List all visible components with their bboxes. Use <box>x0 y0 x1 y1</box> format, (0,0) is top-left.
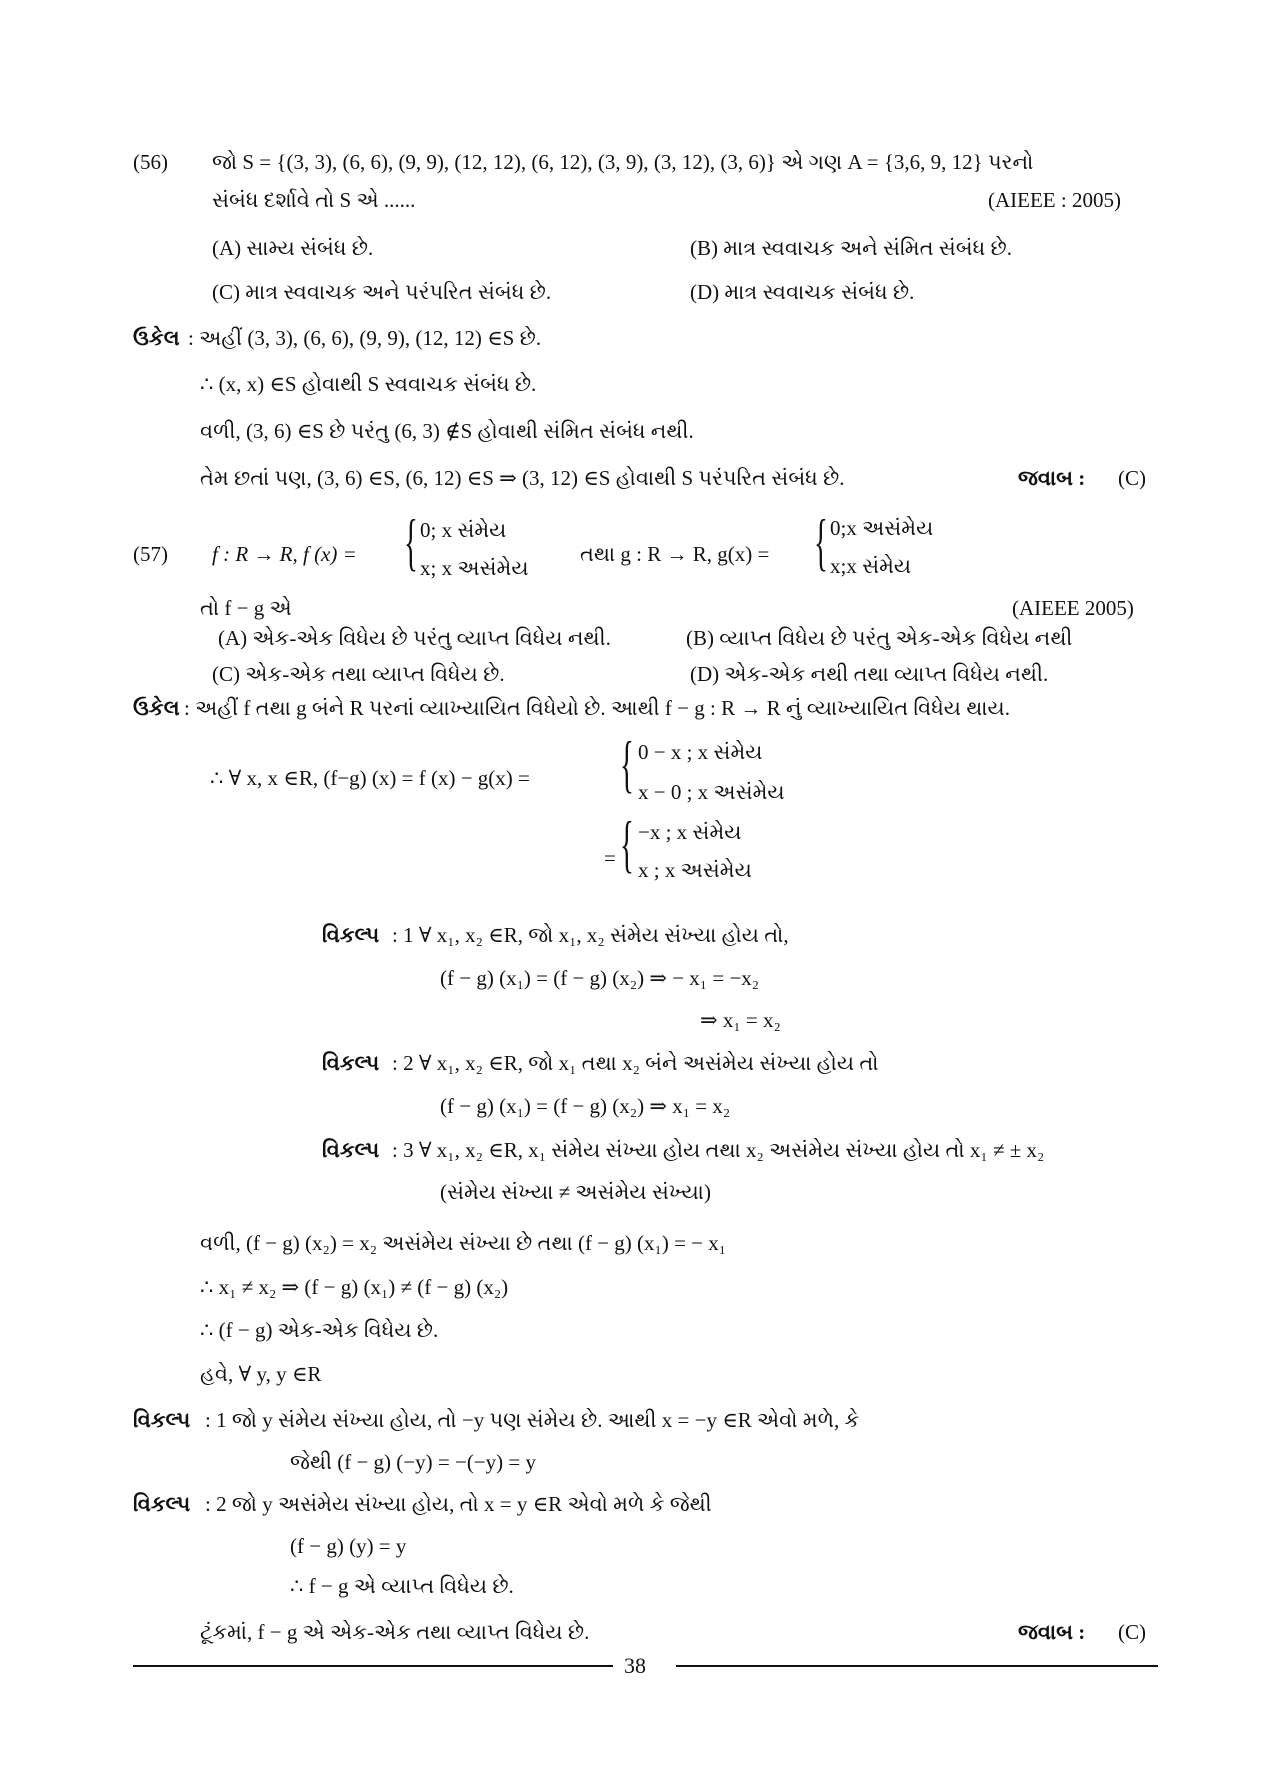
q56-solution-label: ઉકેલ <box>133 326 180 350</box>
q56-option-b: (B) માત્ર સ્વવાચક અને સંમિત સંબંધ છે. <box>690 236 1012 260</box>
difference-lhs: ∴ ∀ x, x ∈R, (f−g) (x) = f (x) − g(x) = <box>210 766 530 790</box>
difference2-case-1: −x ; x સંમેય <box>638 820 742 844</box>
g-brace: { <box>814 506 828 577</box>
moreover-line: વળી, (f − g) (x₂) = x₂ અસંમેય સંખ્યા છે તથા (f − g) (x₁) = − x₁ <box>200 1231 727 1255</box>
q57-answer-label: જવાબ : <box>1018 1620 1086 1644</box>
q56-source: (AIEEE : 2005) <box>988 188 1121 212</box>
q57-question: તો f − g એ <box>200 596 292 620</box>
case1-line3: ⇒ x₁ = x₂ <box>700 1008 781 1032</box>
footer-rule-left <box>133 1665 613 1667</box>
q57-g-definition: તથા g : R → R, g(x) = <box>580 542 770 566</box>
q56-option-c: (C) માત્ર સ્વવાચક અને પરંપરિત સંબંધ છે. <box>212 280 552 304</box>
case2-label: વિકલ્પ <box>322 1051 380 1075</box>
q56-solution-line2: ∴ (x, x) ∈S હોવાથી S સ્વવાચક સંબંધ છે. <box>200 372 537 396</box>
case1-heading: : 1 ∀ x₁, x₂ ∈R, જો x₁, x₂ સંમેય સંખ્યા હોય તો, <box>392 923 789 947</box>
summary-line: ટૂંકમાં, f − g એ એક-એક તથા વ્યાપ્ત વિધેય છે. <box>200 1620 590 1644</box>
now-line: હવે, ∀ y, y ∈R <box>200 1362 322 1386</box>
q56-answer: (C) <box>1118 466 1146 490</box>
q56-line1: જો S = {(3, 3), (6, 6), (9, 9), (12, 12), (6, 12), (3, 9), (3, 12), (3, 6)} એ ગણ A = {3,6, 9, 12} પરનો <box>212 150 1034 174</box>
option1-line2: જેથી (f − g) (−y) = −(−y) = y <box>290 1450 536 1474</box>
q56-solution-line1: : અહીં (3, 3), (6, 6), (9, 9), (12, 12) ∈S છે. <box>188 326 542 350</box>
q57-solution-line1: : અહીં f તથા g બંને R પરનાં વ્યાખ્યાયિત વિધેયો છે. આથી f − g : R → R નું વ્યાખ્યાયિત વિધેય થાય. <box>184 696 1010 720</box>
option2-heading: : 2 જો y અસંમેય સંખ્યા હોય, તો x = y ∈R એવો મળે કે જેથી <box>205 1492 712 1516</box>
difference-brace-2: { <box>620 808 634 879</box>
q57-option-b: (B) વ્યાપ્ત વિધેય છે પરંતુ એક-એક વિધેય નથી <box>686 626 1073 650</box>
therefore-line-2: ∴ (f − g) એક-એક વિધેય છે. <box>200 1318 439 1342</box>
q56-solution-line3: વળી, (3, 6) ∈S છે પરંતુ (6, 3) ∉S હોવાથી સંમિત સંબંધ નથી. <box>200 419 694 443</box>
f-case-2: x; x અસંમેય <box>420 556 529 580</box>
case3-label: વિકલ્પ <box>322 1138 380 1162</box>
option2-line2: (f − g) (y) = y <box>290 1534 407 1558</box>
q57-answer: (C) <box>1118 1620 1146 1644</box>
option1-label: વિકલ્પ <box>133 1408 191 1432</box>
q57-option-c: (C) એક-એક તથા વ્યાપ્ત વિધેય છે. <box>212 662 505 686</box>
difference-case-2: x − 0 ; x અસંમેય <box>638 780 785 804</box>
case2-heading: : 2 ∀ x₁, x₂ ∈R, જો x₁ તથા x₂ બંને અસંમેય સંખ્યા હોય તો <box>392 1051 879 1075</box>
q57-solution-label: ઉકેલ <box>133 696 180 720</box>
g-case-2: x;x સંમેય <box>830 554 912 578</box>
question-number-57: (57) <box>133 542 168 566</box>
option1-heading: : 1 જો y સંમેય સંખ્યા હોય, તો −y પણ સંમેય છે. આથી x = −y ∈R એવો મળે, કે <box>205 1408 860 1432</box>
difference-brace-1: { <box>620 728 634 799</box>
q56-answer-label: જવાબ : <box>1018 466 1086 490</box>
q56-option-d: (D) માત્ર સ્વવાચક સંબંધ છે. <box>690 280 915 304</box>
option2-line3: ∴ f − g એ વ્યાપ્ત વિધેય છે. <box>290 1574 514 1598</box>
case1-line2: (f − g) (x₁) = (f − g) (x₂) ⇒ − x₁ = −x₂ <box>440 966 760 990</box>
therefore-line-1: ∴ x₁ ≠ x₂ ⇒ (f − g) (x₁) ≠ (f − g) (x₂) <box>200 1275 509 1299</box>
case2-line2: (f − g) (x₁) = (f − g) (x₂) ⇒ x₁ = x₂ <box>440 1094 731 1118</box>
page-number: 38 <box>624 1653 646 1678</box>
q56-line2: સંબંધ દર્શાવે તો S એ ...... <box>212 188 416 212</box>
difference2-case-2: x ; x અસંમેય <box>638 858 752 882</box>
g-case-1: 0;x અસંમેય <box>830 516 934 540</box>
f-brace: { <box>404 506 418 577</box>
f-case-1: 0; x સંમેય <box>420 518 507 542</box>
equals-sign: = <box>604 846 616 870</box>
difference-case-1: 0 − x ; x સંમેય <box>638 740 763 764</box>
case3-heading: : 3 ∀ x₁, x₂ ∈R, x₁ સંમેય સંખ્યા હોય તથા x₂ અસંમેય સંખ્યા હોય તો x₁ ≠ ± x₂ <box>392 1138 1045 1162</box>
case1-label: વિકલ્પ <box>322 923 380 947</box>
q57-source: (AIEEE 2005) <box>1012 596 1134 620</box>
q56-option-a: (A) સામ્ય સંબંધ છે. <box>212 236 374 260</box>
q56-solution-line4: તેમ છતાં પણ, (3, 6) ∈S, (6, 12) ∈S ⇒ (3, 12) ∈S હોવાથી S પરંપરિત સંબંધ છે. <box>200 466 845 490</box>
q57-option-a: (A) એક-એક વિધેય છે પરંતુ વ્યાપ્ત વિધેય નથી. <box>218 626 611 650</box>
q57-option-d: (D) એક-એક નથી તથા વ્યાપ્ત વિધેય નથી. <box>690 662 1049 686</box>
footer-rule-right <box>676 1665 1158 1667</box>
option2-label: વિકલ્પ <box>133 1492 191 1516</box>
question-number-56: (56) <box>133 150 168 174</box>
case3-line2: (સંમેય સંખ્યા ≠ અસંમેય સંખ્યા) <box>440 1180 711 1204</box>
q57-f-definition: f : R → R, f (x) = <box>212 542 357 566</box>
